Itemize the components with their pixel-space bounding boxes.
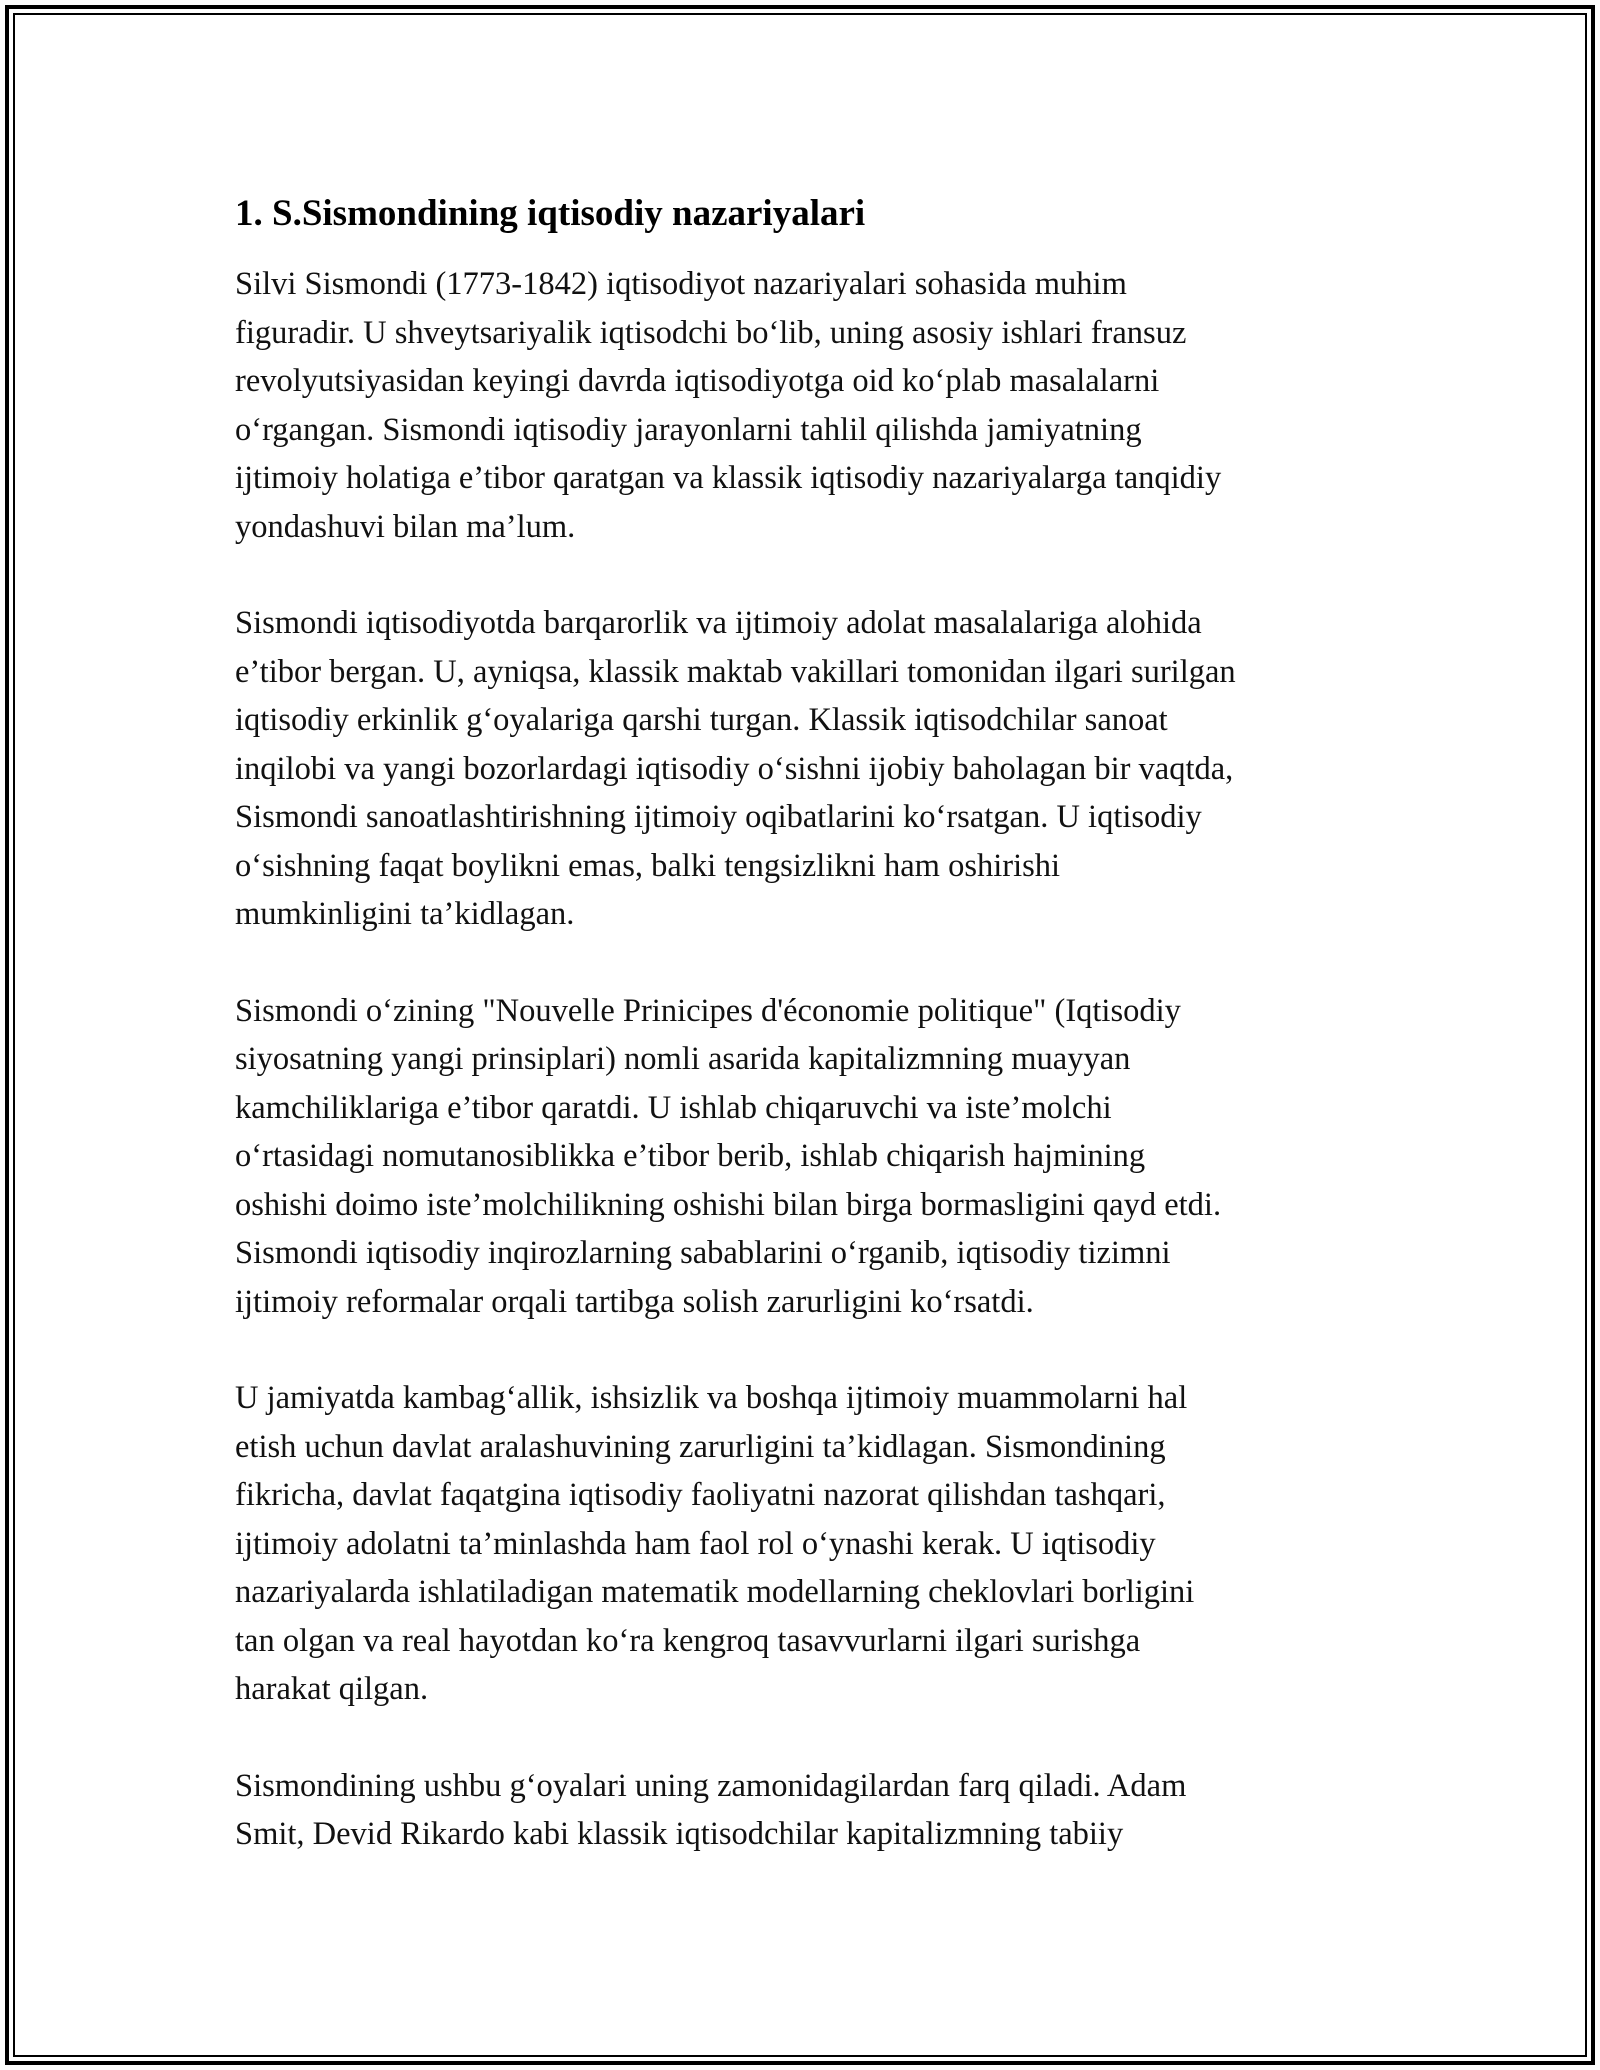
section-heading: 1. S.Sismondining iqtisodiy nazariyalari <box>235 193 866 234</box>
text-line: Sismondi sanoatlashtirishning ijtimoiy oqibatlarini ko‘rsatgan. U iqtisodiy <box>235 799 1202 835</box>
document-body <box>235 188 1375 1907</box>
text-line: tan olgan va real hayotdan ko‘ra kengroq tasavvurlarni ilgari surishga <box>235 1622 1141 1659</box>
text-line: revolyutsiyasidan keyingi davrda iqtisodiyotga oid ko‘plab masalalarni <box>235 363 1160 399</box>
text-line: mumkinligini ta’kidlagan. <box>235 896 575 932</box>
text-line: figuradir. U shveytsariyalik iqtisodchi bo‘lib, uning asosiy ishlari fransuz <box>235 314 1187 351</box>
text-line: o‘rgangan. Sismondi iqtisodiy jarayonlarni tahlil qilishda jamiyatning <box>235 411 1142 448</box>
paragraph <box>235 599 1375 939</box>
text-line: kamchiliklariga e’tibor qaratdi. U ishlab chiqaruvchi va iste’molchi <box>235 1089 1112 1126</box>
text-line: o‘sishning faqat boylikni emas, balki tengsizlikni ham oshirishi <box>235 847 1061 884</box>
text-line: Sismondi iqtisodiy inqirozlarning sabablarini o‘rganib, iqtisodiy tizimni <box>235 1235 1171 1271</box>
paragraphs-container <box>235 260 1375 1859</box>
text-line: inqilobi va yangi bozorlardagi iqtisodiy o‘sishni ijobiy baholagan bir vaqtda, <box>235 750 1234 787</box>
paragraph <box>235 260 1375 551</box>
text-line: Silvi Sismondi (1773-1842) iqtisodiyot nazariyalari sohasida muhim <box>235 266 1127 302</box>
text-line: ijtimoiy adolatni ta’minlashda ham faol rol o‘ynashi kerak. U iqtisodiy <box>235 1525 1156 1562</box>
text-line: Sismondining ushbu g‘oyalari uning zamonidagilardan farq qiladi. Adam <box>235 1767 1187 1804</box>
text-line: Sismondi iqtisodiyotda barqarorlik va ijtimoiy adolat masalalariga alohida <box>235 605 1202 641</box>
text-line: fikricha, davlat faqatgina iqtisodiy faoliyatni nazorat qilishdan tashqari, <box>235 1477 1166 1513</box>
text-line: yondashuvi bilan ma’lum. <box>235 508 576 545</box>
text-line: Smit, Devid Rikardo kabi klassik iqtisodchilar kapitalizmning tabiiy <box>235 1816 1124 1852</box>
text-line: e’tibor bergan. U, ayniqsa, klassik maktab vakillari tomonidan ilgari surilgan <box>235 653 1236 690</box>
text-line: harakat qilgan. <box>235 1671 429 1707</box>
text-line: o‘rtasidagi nomutanosiblikka e’tibor berib, ishlab chiqarish hajmining <box>235 1138 1146 1174</box>
text-line: etish uchun davlat aralashuvining zarurligini ta’kidlagan. Sismondining <box>235 1428 1166 1465</box>
text-line: ijtimoiy holatiga e’tibor qaratgan va klassik iqtisodiy nazariyalarga tanqidiy <box>235 460 1222 496</box>
text-line: U jamiyatda kambag‘allik, ishsizlik va boshqa ijtimoiy muammolarni hal <box>235 1380 1188 1416</box>
paragraph <box>235 1762 1375 1859</box>
text-line: oshishi doimo iste’molchilikning oshishi bilan birga bormasligini qayd etdi. <box>235 1186 1222 1223</box>
text-line: Sismondi o‘zining "Nouvelle Prinicipes d'économie politique" (Iqtisodiy <box>235 992 1181 1029</box>
text-line: ijtimoiy reformalar orqali tartibga solish zarurligini ko‘rsatdi. <box>235 1283 1034 1320</box>
paragraph <box>235 987 1375 1327</box>
paragraph <box>235 1374 1375 1714</box>
text-line: iqtisodiy erkinlik g‘oyalariga qarshi turgan. Klassik iqtisodchilar sanoat <box>235 702 1168 738</box>
text-line: nazariyalarda ishlatiladigan matematik modellarning cheklovlari borligini <box>235 1574 1195 1610</box>
text-line: siyosatning yangi prinsiplari) nomli asarida kapitalizmning muayyan <box>235 1041 1131 1077</box>
